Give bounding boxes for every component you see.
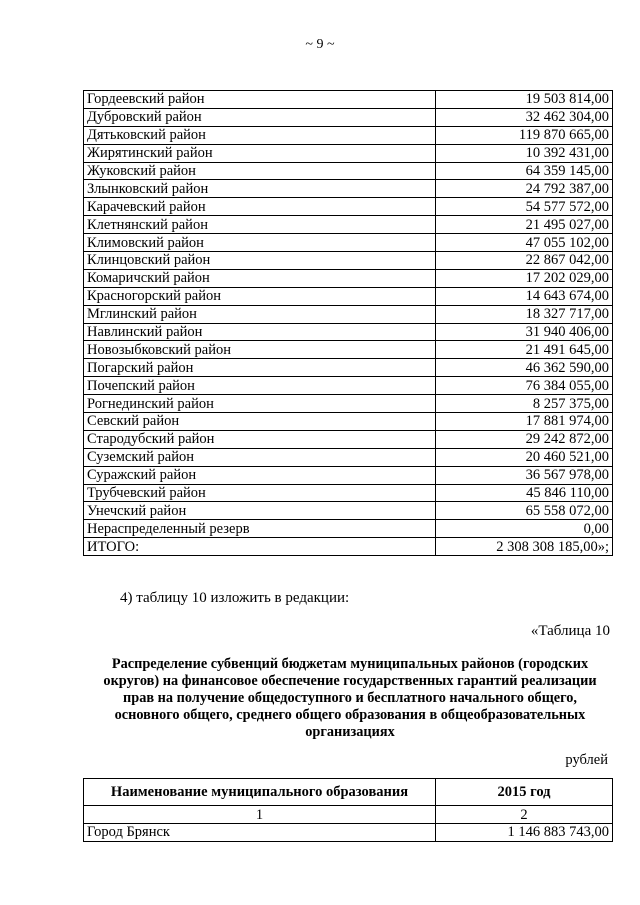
amount-cell: 76 384 055,00 [436,377,613,395]
district-name-cell: Рогнединский район [84,395,436,413]
table-row [84,126,613,144]
district-name-cell: Злынковский район [84,180,436,198]
district-name-cell: Навлинский район [84,323,436,341]
amount-cell: 46 362 590,00 [436,359,613,377]
table-row [84,359,613,377]
district-name-cell: Дятьковский район [84,126,436,144]
units-label: рублей [565,752,608,768]
table-row [84,108,613,126]
amount-cell: 65 558 072,00 [436,502,613,520]
district-name-cell: Город Брянск [84,824,436,842]
table-row [84,287,613,305]
table-row [84,162,613,180]
table-row [84,413,613,431]
districts-table-body [84,91,613,556]
district-name-cell: Клетнянский район [84,216,436,234]
amendment-paragraph: 4) таблицу 10 изложить в редакции: [120,590,350,606]
amount-cell: 17 202 029,00 [436,269,613,287]
page-number: ~ 9 ~ [305,37,335,52]
subvention-table [83,778,613,842]
amount-cell: 0,00 [436,520,613,538]
amount-cell: 21 491 645,00 [436,341,613,359]
table-row [84,305,613,323]
table-header-row [84,779,613,806]
document-title: Распределение субвенций бюджетам муниципальных районов (городских округов) на финансовое обеспечение государственных гарантий реализации прав на получение общедоступного и бесплатного начального общего, основного общего, среднего общего образования в общеобразовательных организациях [103,656,597,740]
district-name-cell: Жирятинский район [84,144,436,162]
amount-cell: 31 940 406,00 [436,323,613,341]
table-row [84,430,613,448]
amount-cell: 17 881 974,00 [436,413,613,431]
district-name-cell: Стародубский район [84,430,436,448]
table-row [84,341,613,359]
table-row [84,234,613,252]
amount-cell: 24 792 387,00 [436,180,613,198]
column-number-1: 1 [84,806,436,824]
column-number-2: 2 [436,806,613,824]
table-row [84,269,613,287]
district-name-cell: Красногорский район [84,287,436,305]
district-name-cell: Дубровский район [84,108,436,126]
district-name-cell: Новозыбковский район [84,341,436,359]
amount-cell: 1 146 883 743,00 [436,824,613,842]
table-row [84,144,613,162]
district-name-cell: Суземский район [84,448,436,466]
table-row [84,502,613,520]
table-row [84,180,613,198]
district-name-cell: Климовский район [84,234,436,252]
amount-cell: 54 577 572,00 [436,198,613,216]
table-row [84,520,613,538]
districts-table [83,90,613,556]
amount-cell: 18 327 717,00 [436,305,613,323]
table-row [84,91,613,109]
amount-cell: 45 846 110,00 [436,484,613,502]
district-name-cell: Трубчевский район [84,484,436,502]
table-row [84,323,613,341]
table-row [84,824,613,842]
column-number-row [84,806,613,824]
amount-cell: 47 055 102,00 [436,234,613,252]
district-name-cell: Нераспределенный резерв [84,520,436,538]
amount-cell: 29 242 872,00 [436,430,613,448]
table-row [84,377,613,395]
district-name-cell: Севский район [84,413,436,431]
district-name-cell: Мглинский район [84,305,436,323]
table-row [84,216,613,234]
amount-cell: 10 392 431,00 [436,144,613,162]
district-name-cell: ИТОГО: [84,538,436,556]
amount-cell: 14 643 674,00 [436,287,613,305]
table-row [84,198,613,216]
district-name-cell: Карачевский район [84,198,436,216]
district-name-cell: Почепский район [84,377,436,395]
header-year-column: 2015 год [436,779,613,806]
amount-cell: 36 567 978,00 [436,466,613,484]
district-name-cell: Комаричский район [84,269,436,287]
amount-cell: 8 257 375,00 [436,395,613,413]
header-name-column: Наименование муниципального образования [84,779,436,806]
amount-cell: 2 308 308 185,00»; [436,538,613,556]
table-row [84,395,613,413]
district-name-cell: Унечский район [84,502,436,520]
amount-cell: 64 359 145,00 [436,162,613,180]
table-row [84,538,613,556]
amount-cell: 21 495 027,00 [436,216,613,234]
subvention-table-body [84,806,613,842]
table-row [84,484,613,502]
amount-cell: 22 867 042,00 [436,252,613,270]
table-row [84,252,613,270]
district-name-cell: Жуковский район [84,162,436,180]
amount-cell: 19 503 814,00 [436,91,613,109]
table-row [84,466,613,484]
district-name-cell: Суражский район [84,466,436,484]
district-name-cell: Клинцовский район [84,252,436,270]
district-name-cell: Гордеевский район [84,91,436,109]
table-caption: «Таблица 10 [530,623,610,639]
table-row [84,448,613,466]
district-name-cell: Погарский район [84,359,436,377]
amount-cell: 119 870 665,00 [436,126,613,144]
amount-cell: 20 460 521,00 [436,448,613,466]
amount-cell: 32 462 304,00 [436,108,613,126]
